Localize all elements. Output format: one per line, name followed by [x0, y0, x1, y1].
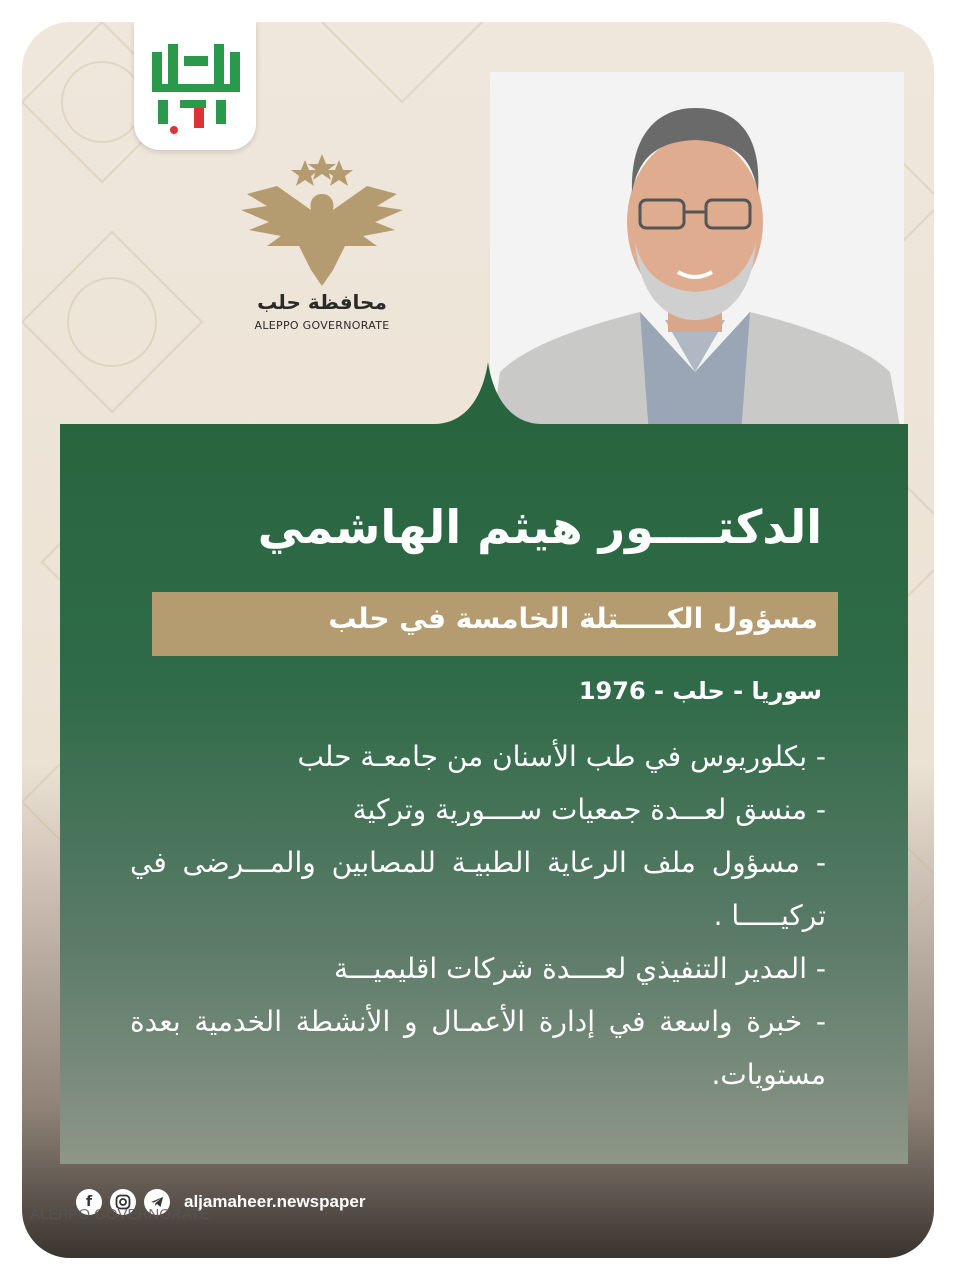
footer-overlay-text: ALEPPO GOVERNORATE — [30, 1206, 210, 1223]
bio-list — [130, 730, 826, 1101]
person-role: مسؤول الكـــــتلة الخامسة في حلب — [328, 602, 818, 635]
bio-item: - منسق لعـــدة جمعيات ســــورية وتركية — [352, 793, 826, 826]
governorate-name-ar: محافظة حلب — [257, 290, 387, 314]
role-bar — [152, 592, 838, 656]
poster-card — [22, 22, 934, 1258]
bio-item: - المدير التنفيذي لعــــدة شركات اقليميـــة — [334, 952, 826, 985]
bio-item: - بكلوريوس في طب الأسنان من جامعـة حلب — [297, 740, 826, 773]
person-origin: سوريا - حلب - 1976 — [578, 677, 822, 705]
facebook-icon[interactable]: f — [76, 1189, 102, 1215]
person-name: الدكتــــور هيثم الهاشمي — [257, 500, 822, 554]
panel-notch — [22, 22, 934, 452]
newspaper-handle[interactable]: aljamaheer.newspaper — [184, 1192, 366, 1211]
governorate-name-en: ALEPPO GOVERNORATE — [254, 319, 390, 332]
bio-item: - خبرة واسعة في إدارة الأعمـال و الأنشطة الخدمية بعدة مستويات. — [130, 1005, 826, 1091]
bio-item: - مسؤول ملف الرعاية الطبيـة للمصابين والمـــرضى في تركيـــــا . — [130, 846, 826, 932]
